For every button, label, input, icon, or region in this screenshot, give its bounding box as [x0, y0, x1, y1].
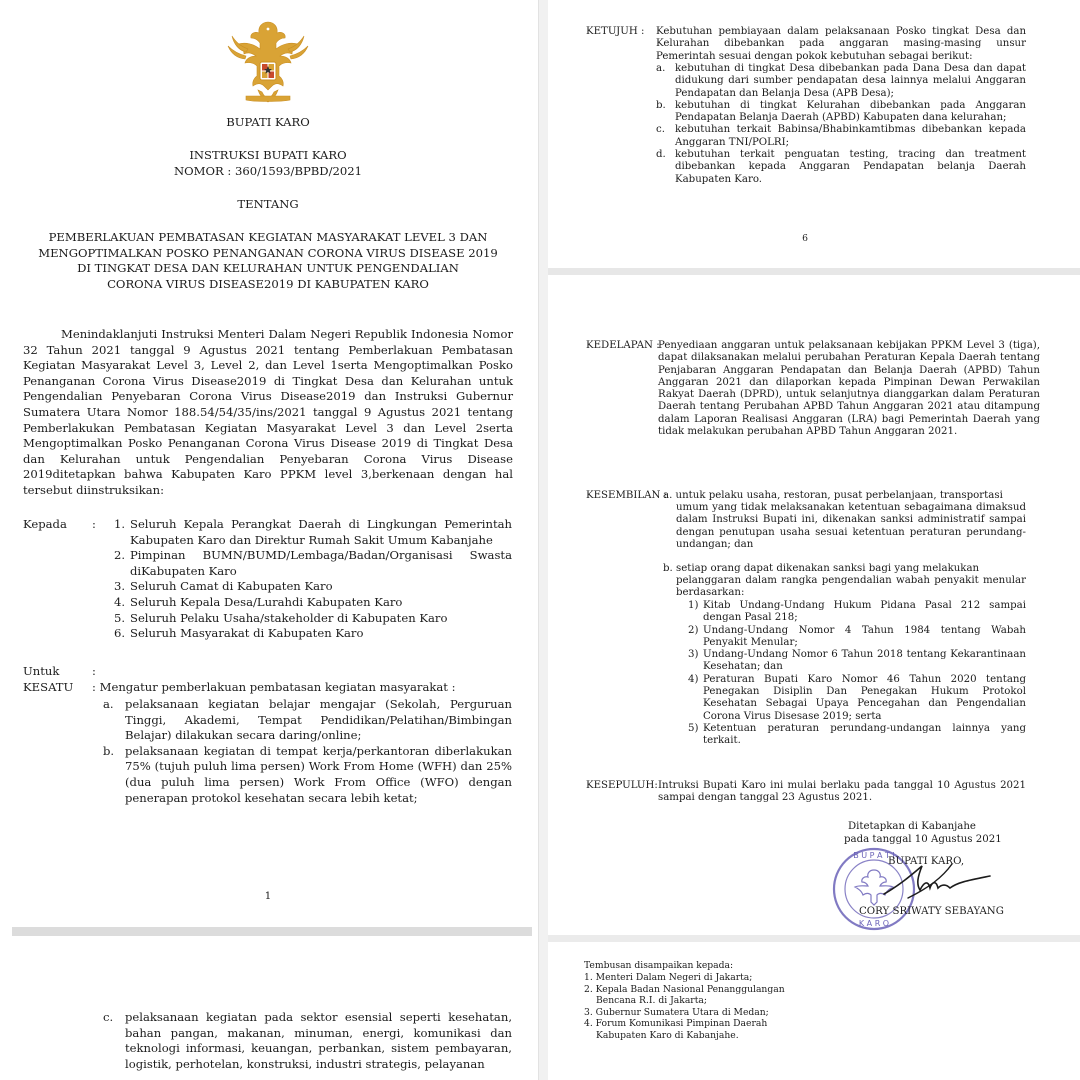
garuda-emblem-icon: [224, 16, 312, 108]
document-type: INSTRUKSI BUPATI KARO: [189, 148, 347, 162]
kesembilan-a-cont: umum yang tidak melaksanakan ketentuan sebagaimana dimaksud dalam Instruksi Bupati ini, dikenakan sanksi administratif sampai dengan penutupan usaha sesuai ketentuan peraturan perundang-undangan; dan: [676, 502, 1026, 550]
kepada-label: Kepada: [23, 517, 67, 531]
list-item: Kabupaten Karo di Kabanjahe.: [596, 1029, 739, 1041]
page-separator: [548, 268, 1080, 275]
ketujuh-text: Kebutuhan pembiayaan dalam pelaksanaan Posko tingkat Desa dan Kelurahan dibebankan pada anggaran masing-masing unsur Pemerintah sesuai dengan pokok kebutuhan sebagai berikut:: [656, 26, 1026, 62]
list-item: 2. Pimpinan BUMN/BUMD/Lembaga/Badan/Organisasi Swasta diKabupaten Karo: [114, 548, 512, 578]
list-item: 2. Kepala Badan Nasional Penanggulangan: [584, 983, 785, 995]
seal-text-top: B U P A T I: [853, 851, 895, 860]
ketujuh-list: [656, 63, 1026, 186]
seal-text-bottom: K A R O: [858, 919, 890, 928]
document-number: NOMOR : 360/1593/BPBD/2021: [173, 164, 363, 178]
kesatu-label: KESATU: [23, 680, 74, 694]
list-item: 1. Menteri Dalam Negeri di Jakarta;: [584, 972, 753, 983]
untuk-colon: :: [92, 664, 96, 678]
document-title: [20, 230, 516, 292]
tembusan-title: Tembusan disampaikan kepada:: [584, 960, 734, 971]
list-item: 6. Seluruh Masyarakat di Kabupaten Karo: [114, 626, 364, 641]
tembusan-list: [584, 972, 844, 1042]
list-item: 3. Seluruh Camat di Kabupaten Karo: [114, 579, 333, 594]
issuer-heading: BUPATI KARO: [226, 115, 310, 129]
intro-paragraph: Menindaklanjuti Instruksi Menteri Dalam Negeri Republik Indonesia Nomor 32 Tahun 2021 tanggal 9 Agustus 2021 tentang Pemberlakuan Pembatasan Kegiatan Masyarakat Level 3, Level 2, dan Level 1serta Mengoptimalkan Posko Penanganan Corona Virus Disease2019 di Tingkat Desa dan Kelurahan untuk Pengendalian Penyebaran Corona Virus Disease2019 dan Instruksi Gubernur Sumatera Utara Nomor 188.54/54/35/ins/2021 tanggal 9 Agustus 2021 tentang Pemberlakukan Pembatasan Kegiatan Masyarakat Level 3 dan Level 2serta Mengoptimalkan Posko Penanganan Corona Virus Disease 2019 di Tingkat Desa dan Kelurahan untuk Pengendalian Penyebaran Corona Virus Disease 2019ditetapkan bahwa Kabupaten Karo PPKM level 3,berkenaan dengan hal tersebut diinstruksikan:: [23, 327, 513, 497]
list-item: 1. Seluruh Kepala Perangkat Daerah di Lingkungan Pemerintah Kabupaten Karo dan Direktur Rumah Sakit Umum Kabanjahe: [114, 517, 512, 547]
kepada-colon: :: [92, 517, 96, 531]
kedelapan-text: Penyediaan anggaran untuk pelaksanaan kebijakan PPKM Level 3 (tiga), dapat dilaksanakan melalui perubahan Peraturan Kepala Daerah tentang Penjabaran Anggaran Pendapatan dan Belanja Daerah (APBD) Tahun Anggaran 2021 dan dilaporkan kepada Pimpinan Dewan Perwakilan Rakyat Daerah (DPRD), untuk selanjutnya dianggarkan dalam Peraturan Daerah tentang Perubahan APBD Tahun Anggaran 2021 atau ditampung dalam Laporan Realisasi Anggaran (LRA) bagi Pemerintah Daerah yang tidak melakukan perubahan APBD Tahun Anggaran 2021.: [658, 340, 1040, 438]
continuation-item: [103, 1010, 512, 1072]
list-item: a. kebutuhan di tingkat Desa dibebankan pada Dana Desa dan dapat didukung dari sumber pendapatan desa lainnya melalui Anggaran Pendapatan dan Belanja Desa (APB Desa);: [656, 63, 1026, 99]
kesembilan-b-cont: pelanggaran dalam rangka pengendalian wabah penyakit menular berdasarkan:: [676, 575, 1026, 599]
list-item: 3. Gubernur Sumatera Utara di Medan;: [584, 1006, 769, 1018]
list-item: 3) Undang-Undang Nomor 6 Tahun 2018 tentang Kekarantinaan Kesehatan; dan: [688, 649, 1026, 673]
kesepuluh-text: Intruksi Bupati Karo ini mulai berlaku pada tanggal 10 Agustus 2021 sampai dengan tanggal 23 Agustus 2021.: [658, 780, 1026, 804]
title-line: DI TINGKAT DESA DAN KELURAHAN UNTUK PENGENDALIAN: [77, 261, 459, 276]
title-line: MENGOPTIMALKAN POSKO PENANGANAN CORONA VIRUS DISEASE 2019: [38, 245, 498, 260]
untuk-label: Untuk: [23, 664, 60, 678]
signatory-title: BUPATI KARO,: [888, 856, 965, 867]
signatory-name: CORY SRIWATY SEBAYANG: [859, 906, 1004, 917]
title-line: PEMBERLAKUAN PEMBATASAN KEGIATAN MASYARAKAT LEVEL 3 DAN: [48, 230, 488, 244]
ketujuh-label: KETUJUH :: [586, 26, 645, 37]
ditetapkan-place: Ditetapkan di Kabanjahe: [848, 821, 976, 832]
list-item: 5. Seluruh Pelaku Usaha/stakeholder di Kabupaten Karo: [114, 610, 448, 625]
list-item: b. pelaksanaan kegiatan di tempat kerja/perkantoran diberlakukan 75% (tujuh puluh lima persen) Work From Home (WFH) dan 25% (dua puluh lima persen) Work From Office (WFO) dengan penerapan protokol kesehatan secara lebih ketat;: [103, 743, 512, 805]
list-item: 1) Kitab Undang-Undang Hukum Pidana Pasal 212 sampai dengan Pasal 218;: [688, 600, 1026, 624]
page-separator: [12, 927, 532, 936]
ditetapkan-date: pada tanggal 10 Agustus 2021: [844, 834, 1002, 845]
kesatu-text: : Mengatur pemberlakuan pembatasan kegiatan masyarakat :: [92, 680, 456, 694]
kesembilan-b-list: [688, 600, 1026, 748]
list-item: b. kebutuhan di tingkat Kelurahan dibebankan pada Anggaran Pendapatan Belanja Daerah (APBD) Kabupaten dana kelurahan;: [656, 99, 1026, 124]
page-number: 6: [802, 233, 808, 244]
kedelapan-label: KEDELAPAN :: [586, 340, 660, 351]
kesembilan-a: a. untuk pelaku usaha, restoran, pusat perbelanjaan, transportasi: [663, 490, 1003, 501]
list-item: c. pelaksanaan kegiatan pada sektor esensial seperti kesehatan, bahan pangan, makanan, minuman, energi, komunikasi dan teknologi informasi, keuangan, perbankan, sistem pembayaran, logistik, perhotelan, konstruksi, industri strategis, pelayanan: [103, 1010, 512, 1071]
page-separator: [548, 935, 1080, 942]
list-item: 4) Peraturan Bupati Karo Nomor 46 Tahun 2020 tentang Penegakan Disiplin Dan Penegakan Hukum Protokol Kesehatan Sebagai Upaya Pencegahan dan Pengendalian Corona Virus Disesase 2019; serta: [688, 673, 1026, 722]
list-item: 5) Ketentuan peraturan perundang-undangan lainnya yang terkait.: [688, 722, 1026, 747]
list-item: c. kebutuhan terkait Babinsa/Bhabinkamtibmas dibebankan kepada Anggaran TNI/POLRI;: [656, 124, 1026, 148]
kesatu-list: [103, 697, 512, 806]
list-item: d. kebutuhan terkait penguatan testing, tracing dan treatment dibebankan kepada Anggaran Pendapatan belanja Daerah Kabupaten Karo.: [656, 149, 1026, 185]
document-page-1: [0, 0, 536, 1080]
kepada-list: [114, 517, 512, 642]
kesepuluh-label: KESEPULUH:: [586, 780, 658, 791]
list-item: a. pelaksanaan kegiatan belajar mengajar (Sekolah, Perguruan Tinggi, Akademi, Tempat Pendidikan/Pelatihan/Bimbingan Belajar) dilakukan secara daring/online;: [103, 697, 512, 743]
document-page-6: [548, 0, 1080, 1080]
kesembilan-label: KESEMBILAN :: [586, 490, 668, 501]
kesembilan-b: b. setiap orang dapat dikenakan sanksi bagi yang melakukan: [663, 563, 980, 574]
list-item: 4. Forum Komunikasi Pimpinan Daerah: [584, 1018, 768, 1030]
page-number: 1: [264, 891, 272, 902]
list-item: 2) Undang-Undang Nomor 4 Tahun 1984 tentang Wabah Penyakit Menular;: [688, 624, 1026, 648]
list-item: 4. Seluruh Kepala Desa/Lurahdi Kabupaten Karo: [114, 594, 403, 609]
list-item: Bencana R.I. di Jakarta;: [596, 995, 707, 1007]
tentang-heading: TENTANG: [237, 197, 299, 211]
title-line: CORONA VIRUS DISEASE2019 DI KABUPATEN KARO: [107, 276, 429, 291]
handwritten-signature: [878, 858, 998, 904]
